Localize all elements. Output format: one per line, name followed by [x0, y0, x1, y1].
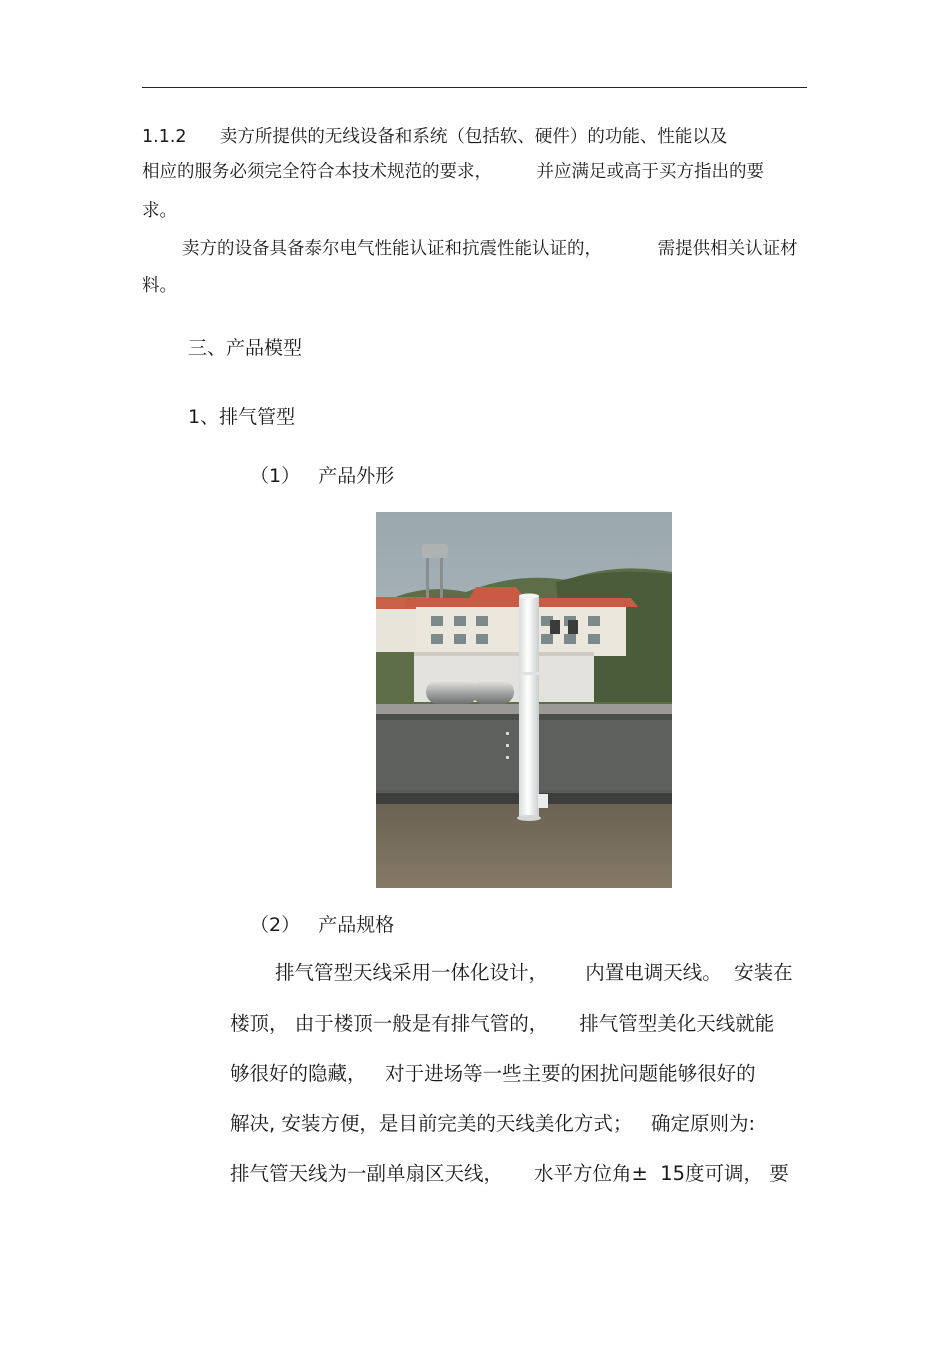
- spec-line1: 排气管型天线采用一体化设计， 内置电调天线。 安装在: [275, 961, 793, 984]
- sub-2-title: （2） 产品规格: [250, 914, 395, 936]
- item-1-title: 1、排气管型: [188, 406, 296, 428]
- section-3-title: 三、产品模型: [188, 337, 303, 359]
- para-112-line1: 1.1.2 卖方所提供的无线设备和系统（包括软、硬件）的功能、性能以及: [142, 127, 728, 147]
- para-cert-line1: 卖方的设备具备泰尔电气性能认证和抗震性能认证的， 需提供相关认证材: [182, 239, 798, 259]
- spec-line2: 楼顶， 由于楼顶一般是有排气管的， 排气管型美化天线就能: [230, 1012, 775, 1035]
- header-rule: [142, 87, 807, 88]
- para-112-line3: 求。: [142, 201, 177, 221]
- para-cert-line2: 料。: [142, 276, 177, 296]
- exhaust-pipe-antenna-photo: [376, 512, 672, 888]
- para-112-line2: 相应的服务必须完全符合本技术规范的要求， 并应满足或高于买方指出的要: [142, 162, 764, 182]
- spec-line5: 排气管天线为一副单扇区天线， 水平方位角± 15度可调， 要: [230, 1162, 789, 1185]
- spec-line3: 够很好的隐藏， 对于进场等一些主要的困扰问题能够很好的: [230, 1062, 756, 1085]
- spec-line4: 解决, 安装方便，是目前完美的天线美化方式； 确定原则为:: [230, 1112, 756, 1135]
- sub-1-title: （1） 产品外形: [250, 465, 395, 487]
